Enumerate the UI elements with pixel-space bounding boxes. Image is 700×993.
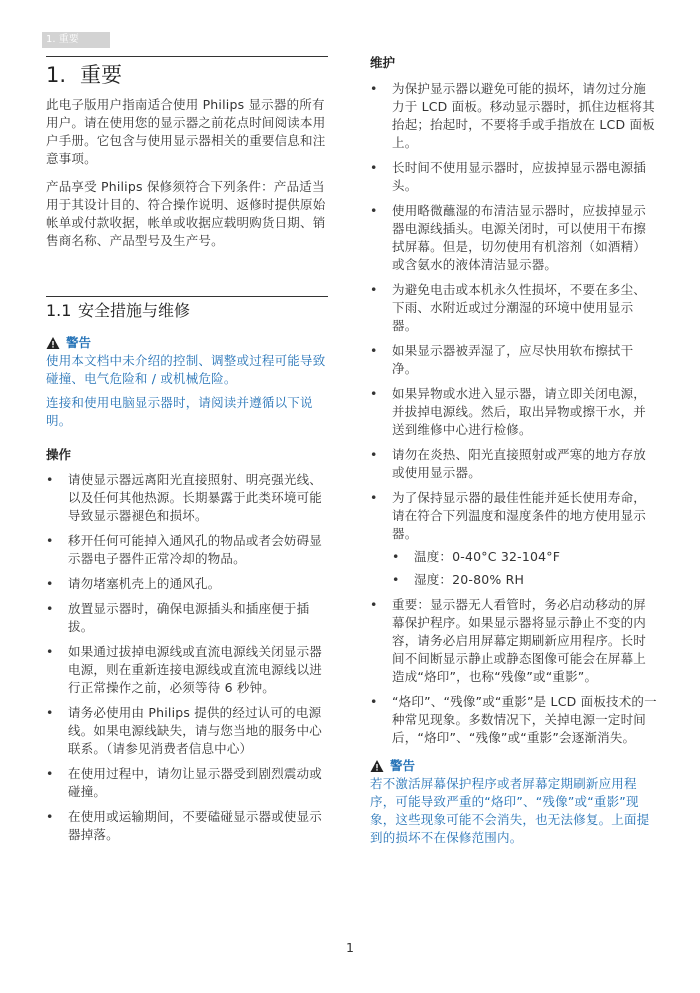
list-item: • 在使用过程中，请勿让显示器受到剧烈震动或碰撞。: [46, 765, 328, 801]
warning-triangle-icon: [370, 759, 384, 773]
intro-paragraph: 此电子版用户指南适合使用 Philips 显示器的所有用户。请在使用您的显示器之前花点时间阅读本用户手册。它包含与使用显示器相关的重要信息和注意事项。: [46, 97, 326, 166]
list-item: • 在使用或运输期间，不要磕碰显示器或使显示器掉落。: [46, 808, 328, 844]
condition-humidity: • 湿度：20-80% RH: [392, 571, 658, 589]
maintenance-heading: 维护: [370, 55, 396, 70]
section-title-text: 安全措施与维修: [78, 301, 191, 320]
list-item: • 使用略微蘸湿的布清洁显示器时，应拔掉显示器电源线插头。电源关闭时，可以使用干布擦拭屏幕。但是，切勿使用有机溶剂（如酒精）或含氨水的液体清洁显示器。: [370, 202, 658, 274]
list-item-text: 为了保持显示器的最佳性能并延长使用寿命，请在符合下列温度和湿度条件的地方使用显示器。: [392, 490, 647, 541]
warning-triangle-icon: [46, 336, 60, 350]
list-item: • 如果显示器被弄湿了，应尽快用软布擦拭干净。: [370, 342, 658, 378]
list-item: • “烙印”、“残像”或“重影”是 LCD 面板技术的一种常见现象。多数情况下，关掉电源一定时间后，“烙印”、“残像”或“重影”会逐渐消失。: [370, 693, 658, 747]
chapter-number: 1.: [46, 63, 67, 87]
section-number: 1.1: [46, 301, 72, 320]
maintenance-block: [370, 54, 658, 847]
warning-heading-1: [46, 334, 328, 352]
running-header-tab: 1. 重要: [42, 32, 110, 48]
warning-label-2: 警告: [390, 758, 416, 773]
list-item: • 为保护显示器以避免可能的损坏，请勿过分施力于 LCD 面板。移动显示器时，抓住边框将其抬起；抬起时，不要将手或手指放在 LCD 面板上。: [370, 80, 658, 152]
list-item: • 请使显示器远离阳光直接照射、明亮强光线、以及任何其他热源。长期暴露于此类环境可能导致显示器褪色和损坏。: [46, 471, 328, 525]
list-item: • 放置显示器时，确保电源插头和插座便于插拔。: [46, 600, 328, 636]
warning-text-2: 若不激活屏幕保护程序或者屏幕定期刷新应用程序，可能导致严重的“烙印”、“残像”或“重影”现象，这些现象可能不会消失，也无法修复。上面提到的损坏不在保修范围内。: [370, 776, 650, 845]
warning-heading-2: [370, 757, 658, 775]
list-item: • 长时间不使用显示器时，应拔掉显示器电源插头。: [370, 159, 658, 195]
maintenance-list: [370, 80, 658, 747]
list-item: [370, 489, 658, 589]
list-item: • 请勿在炎热、阳光直接照射或严寒的地方存放或使用显示器。: [370, 446, 658, 482]
chapter-title-text: 重要: [80, 63, 122, 87]
list-item: • 为避免电击或本机永久性损坏，不要在多尘、下雨、水附近或过分潮湿的环境中使用显示器。: [370, 281, 658, 335]
operation-list: [46, 471, 328, 844]
list-item: • 请务必使用由 Philips 提供的经过认可的电源线。如果电源线缺失，请与您当地的服务中心联系。（请参见消费者信息中心）: [46, 704, 328, 758]
warning-label-1: 警告: [66, 335, 92, 350]
page-number: 1: [346, 940, 354, 955]
section-title: [46, 296, 328, 321]
chapter-title: [46, 56, 328, 88]
conditions-list: [392, 548, 658, 589]
list-item: • 请勿堵塞机壳上的通风孔。: [46, 575, 328, 593]
operation-heading: 操作: [46, 447, 72, 462]
list-item: • 移开任何可能掉入通风孔的物品或者会妨碍显示器电子器件正常冷却的物品。: [46, 532, 328, 568]
list-item: • 重要：显示器无人看管时，务必启动移动的屏幕保护程序。如果显示器将显示静止不变的内容，请务必启用屏幕定期刷新应用程序。长时间不间断显示静止或静态图像可能会在屏幕上造成“烙印”，也称“残像”或“重影”。: [370, 596, 658, 686]
intro-block: [46, 96, 328, 250]
condition-temperature: • 温度：0-40°C 32-104°F: [392, 548, 658, 566]
warning-text-1b: 连接和使用电脑显示器时，请阅读并遵循以下说明。: [46, 395, 313, 428]
warning-block-1: [46, 334, 328, 851]
list-item: • 如果异物或水进入显示器，请立即关闭电源，并拔掉电源线。然后，取出异物或擦干水，并送到维修中心进行检修。: [370, 385, 658, 439]
list-item: • 如果通过拔掉电源线或直流电源线关闭显示器电源，则在重新连接电源线或直流电源线以进行正常操作之前，必须等待 6 秒钟。: [46, 643, 328, 697]
warning-text-1a: 使用本文档中未介绍的控制、调整或过程可能导致碰撞、电气危险和 / 或机械危险。: [46, 353, 326, 386]
warranty-paragraph: 产品享受 Philips 保修须符合下列条件：产品适当用于其设计目的、符合操作说明、返修时提供原始帐单或付款收据，帐单或收据应载明购货日期、销售商名称、产品型号及生产号。: [46, 179, 326, 248]
